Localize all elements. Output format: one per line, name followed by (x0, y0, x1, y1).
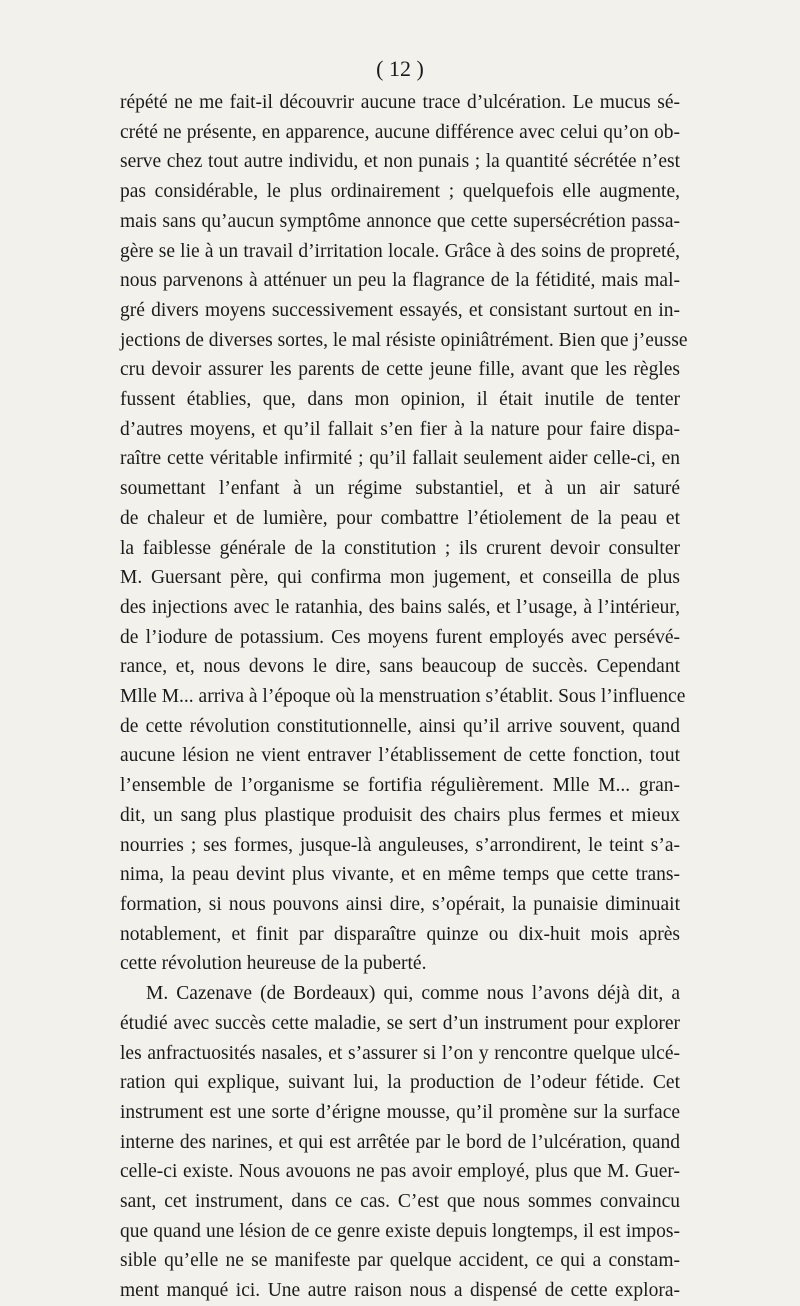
text-line: formation, si nous pouvons ainsi dire, s’opérait, la punaisie diminuait (120, 893, 680, 915)
text-line: sant, cet instrument, dans ce cas. C’est que nous sommes convaincu (120, 1191, 680, 1213)
body-text (120, 88, 688, 1306)
text-line: serve chez tout autre individu, et non punais ; la quantité sécrétée n’est (120, 151, 680, 173)
text-line: raître cette véritable infirmité ; qu’il fallait seulement aider celle-ci, en (120, 448, 680, 470)
text-line: crété ne présente, en apparence, aucune différence avec celui qu’on ob- (120, 121, 680, 143)
text-line: ment manqué ici. Une autre raison nous a dispensé de cette explora- (120, 1280, 680, 1302)
paragraph (120, 979, 680, 1306)
text-line: les anfractuosités nasales, et s’assurer si l’on y rencontre quelque ulcé- (120, 1042, 680, 1064)
text-line: de chaleur et de lumière, pour combattre l’étiolement de la peau et (120, 507, 680, 529)
text-line: rance, et, nous devons le dire, sans beaucoup de succès. Cependant (120, 656, 680, 678)
text-line: des injections avec le ratanhia, des bains salés, et l’usage, à l’intérieur, (120, 596, 680, 618)
text-line: interne des narines, et qui est arrêtée par le bord de l’ulcération, quand (120, 1131, 680, 1153)
text-line: M. Cazenave (de Bordeaux) qui, comme nous l’avons déjà dit, a (146, 983, 680, 1005)
page-number: ( 12 ) (376, 56, 424, 81)
text-line: d’autres moyens, et qu’il fallait s’en fier à la nature pour faire dispa- (120, 418, 680, 440)
text-line: pas considérable, le plus ordinairement ; quelquefois elle augmente, (120, 181, 680, 203)
text-line: gère se lie à un travail d’irritation locale. Grâce à des soins de propreté, (120, 240, 680, 262)
text-line: ration qui explique, suivant lui, la production de l’odeur fétide. Cet (120, 1072, 680, 1094)
text-line: sible qu’elle ne se manifeste par quelque accident, ce qui a constam- (120, 1250, 680, 1272)
text-line: celle-ci existe. Nous avouons ne pas avoir employé, plus que M. Guer- (120, 1161, 680, 1183)
text-line: nous parvenons à atténuer un peu la flagrance de la fétidité, mais mal- (120, 270, 680, 292)
text-line: aucune lésion ne vient entraver l’établissement de cette fonction, tout (120, 745, 680, 767)
text-line: Mlle M... arriva à l’époque où la menstruation s’établit. Sous l’influence (120, 686, 686, 708)
text-line: étudié avec succès cette maladie, se sert d’un instrument pour explorer (120, 1012, 680, 1034)
text-line: notablement, et finit par disparaître quinze ou dix-huit mois après (120, 923, 680, 945)
text-line: l’ensemble de l’organisme se fortifia régulièrement. Mlle M... gran- (120, 775, 680, 797)
text-line: nima, la peau devint plus vivante, et en même temps que cette trans- (120, 864, 680, 886)
text-line: répété ne me fait-il découvrir aucune trace d’ulcération. Le mucus sé- (120, 92, 680, 113)
text-line: nourries ; ses formes, jusque-là anguleuses, s’arrondirent, le teint s’a- (120, 834, 680, 856)
paragraph (120, 88, 688, 979)
text-line: instrument est une sorte d’érigne mousse, qu’il promène sur la surface (120, 1101, 680, 1123)
text-line: jections de diverses sortes, le mal résiste opiniâtrément. Bien que j’eusse (120, 329, 688, 351)
text-line: M. Guersant père, qui confirma mon jugement, et conseilla de plus (120, 567, 680, 589)
text-line: cette révolution heureuse de la puberté. (120, 953, 427, 975)
text-line: de l’iodure de potassium. Ces moyens furent employés avec persévé- (120, 626, 680, 648)
text-line: de cette révolution constitutionnelle, ainsi qu’il arrive souvent, quand (120, 715, 680, 737)
text-line: dit, un sang plus plastique produisit des chairs plus fermes et mieux (120, 804, 680, 826)
text-line: fussent établies, que, dans mon opinion, il était inutile de tenter (120, 389, 680, 411)
text-line: que quand une lésion de ce genre existe depuis longtemps, il est impos- (120, 1220, 680, 1242)
text-line: soumettant l’enfant à un régime substantiel, et à un air saturé (120, 478, 680, 500)
text-line: cru devoir assurer les parents de cette jeune fille, avant que les règles (120, 359, 680, 381)
text-line: la faiblesse générale de la constitution ; ils crurent devoir consulter (120, 537, 680, 559)
text-line: mais sans qu’aucun symptôme annonce que cette supersécrétion passa- (120, 210, 680, 232)
text-line: gré divers moyens successivement essayés, et consistant surtout en in- (120, 299, 680, 321)
